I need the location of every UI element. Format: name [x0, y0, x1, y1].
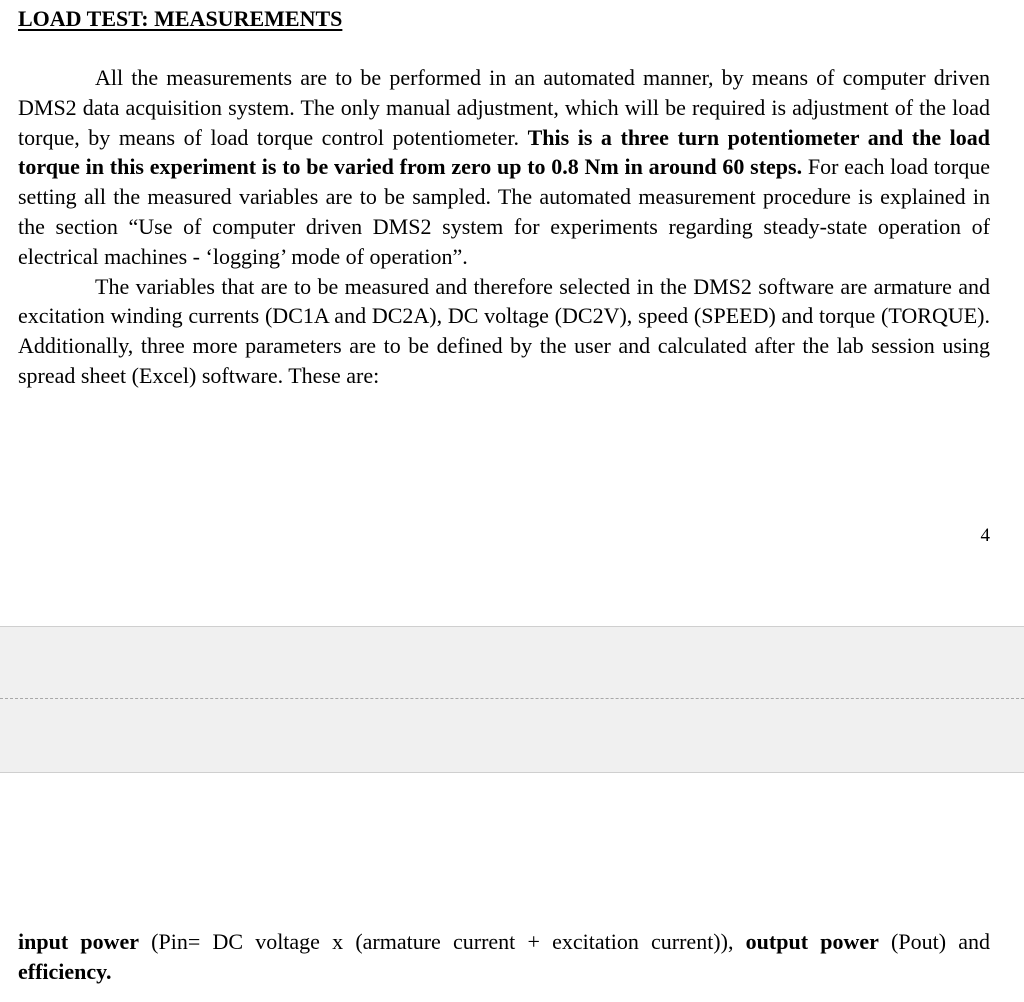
body-text	[18, 63, 990, 391]
power-definitions-paragraph	[18, 927, 990, 987]
paragraph-1-text-b: For each load torque setting all the measured variables are to be sampled. The automated measurement procedure is explained in the section “Use of computer driven DMS2 system for experiments regarding steady-state operation of electrical machines - ‘logging’ mode of operation”.	[18, 154, 991, 269]
paragraph-1-bold-text: This is a three turn potentiometer and the load torque in this experiment is to be varied from zero up to 0.8 Nm in around 60 steps.	[18, 124, 990, 180]
section-heading: LOAD TEST: MEASUREMENTS	[18, 6, 343, 31]
document-page-2	[0, 773, 1024, 1002]
input-power-label: input power	[18, 929, 139, 954]
page-break-line	[0, 698, 1024, 699]
input-power-formula: (Pin= DC voltage x (armature current + excitation current)),	[138, 929, 746, 954]
efficiency-label: efficiency.	[18, 958, 112, 984]
page-gap	[0, 626, 1024, 773]
page-number: 4	[980, 525, 990, 546]
paragraph-1-text-a: All the measurements are to be performed in an automated manner, by means of computer driven DMS2 data acquisition system. The only manual adjustment, which will be required is adjustment of the load torque, by means of load torque control potentiometer.	[18, 65, 990, 150]
pout-text: (Pout) and	[878, 929, 990, 954]
output-power-label: output power	[745, 929, 879, 954]
paragraph-measurements	[18, 63, 990, 272]
paragraph-variables: The variables that are to be measured and therefore selected in the DMS2 software are armature and excitation winding currents (DC1A and DC2A), DC voltage (DC2V), speed (SPEED) and torque (TORQUE). Additionally, three more parameters are to be defined by the user and calculated after the lab session using spread sheet (Excel) software. These are:	[18, 273, 990, 388]
